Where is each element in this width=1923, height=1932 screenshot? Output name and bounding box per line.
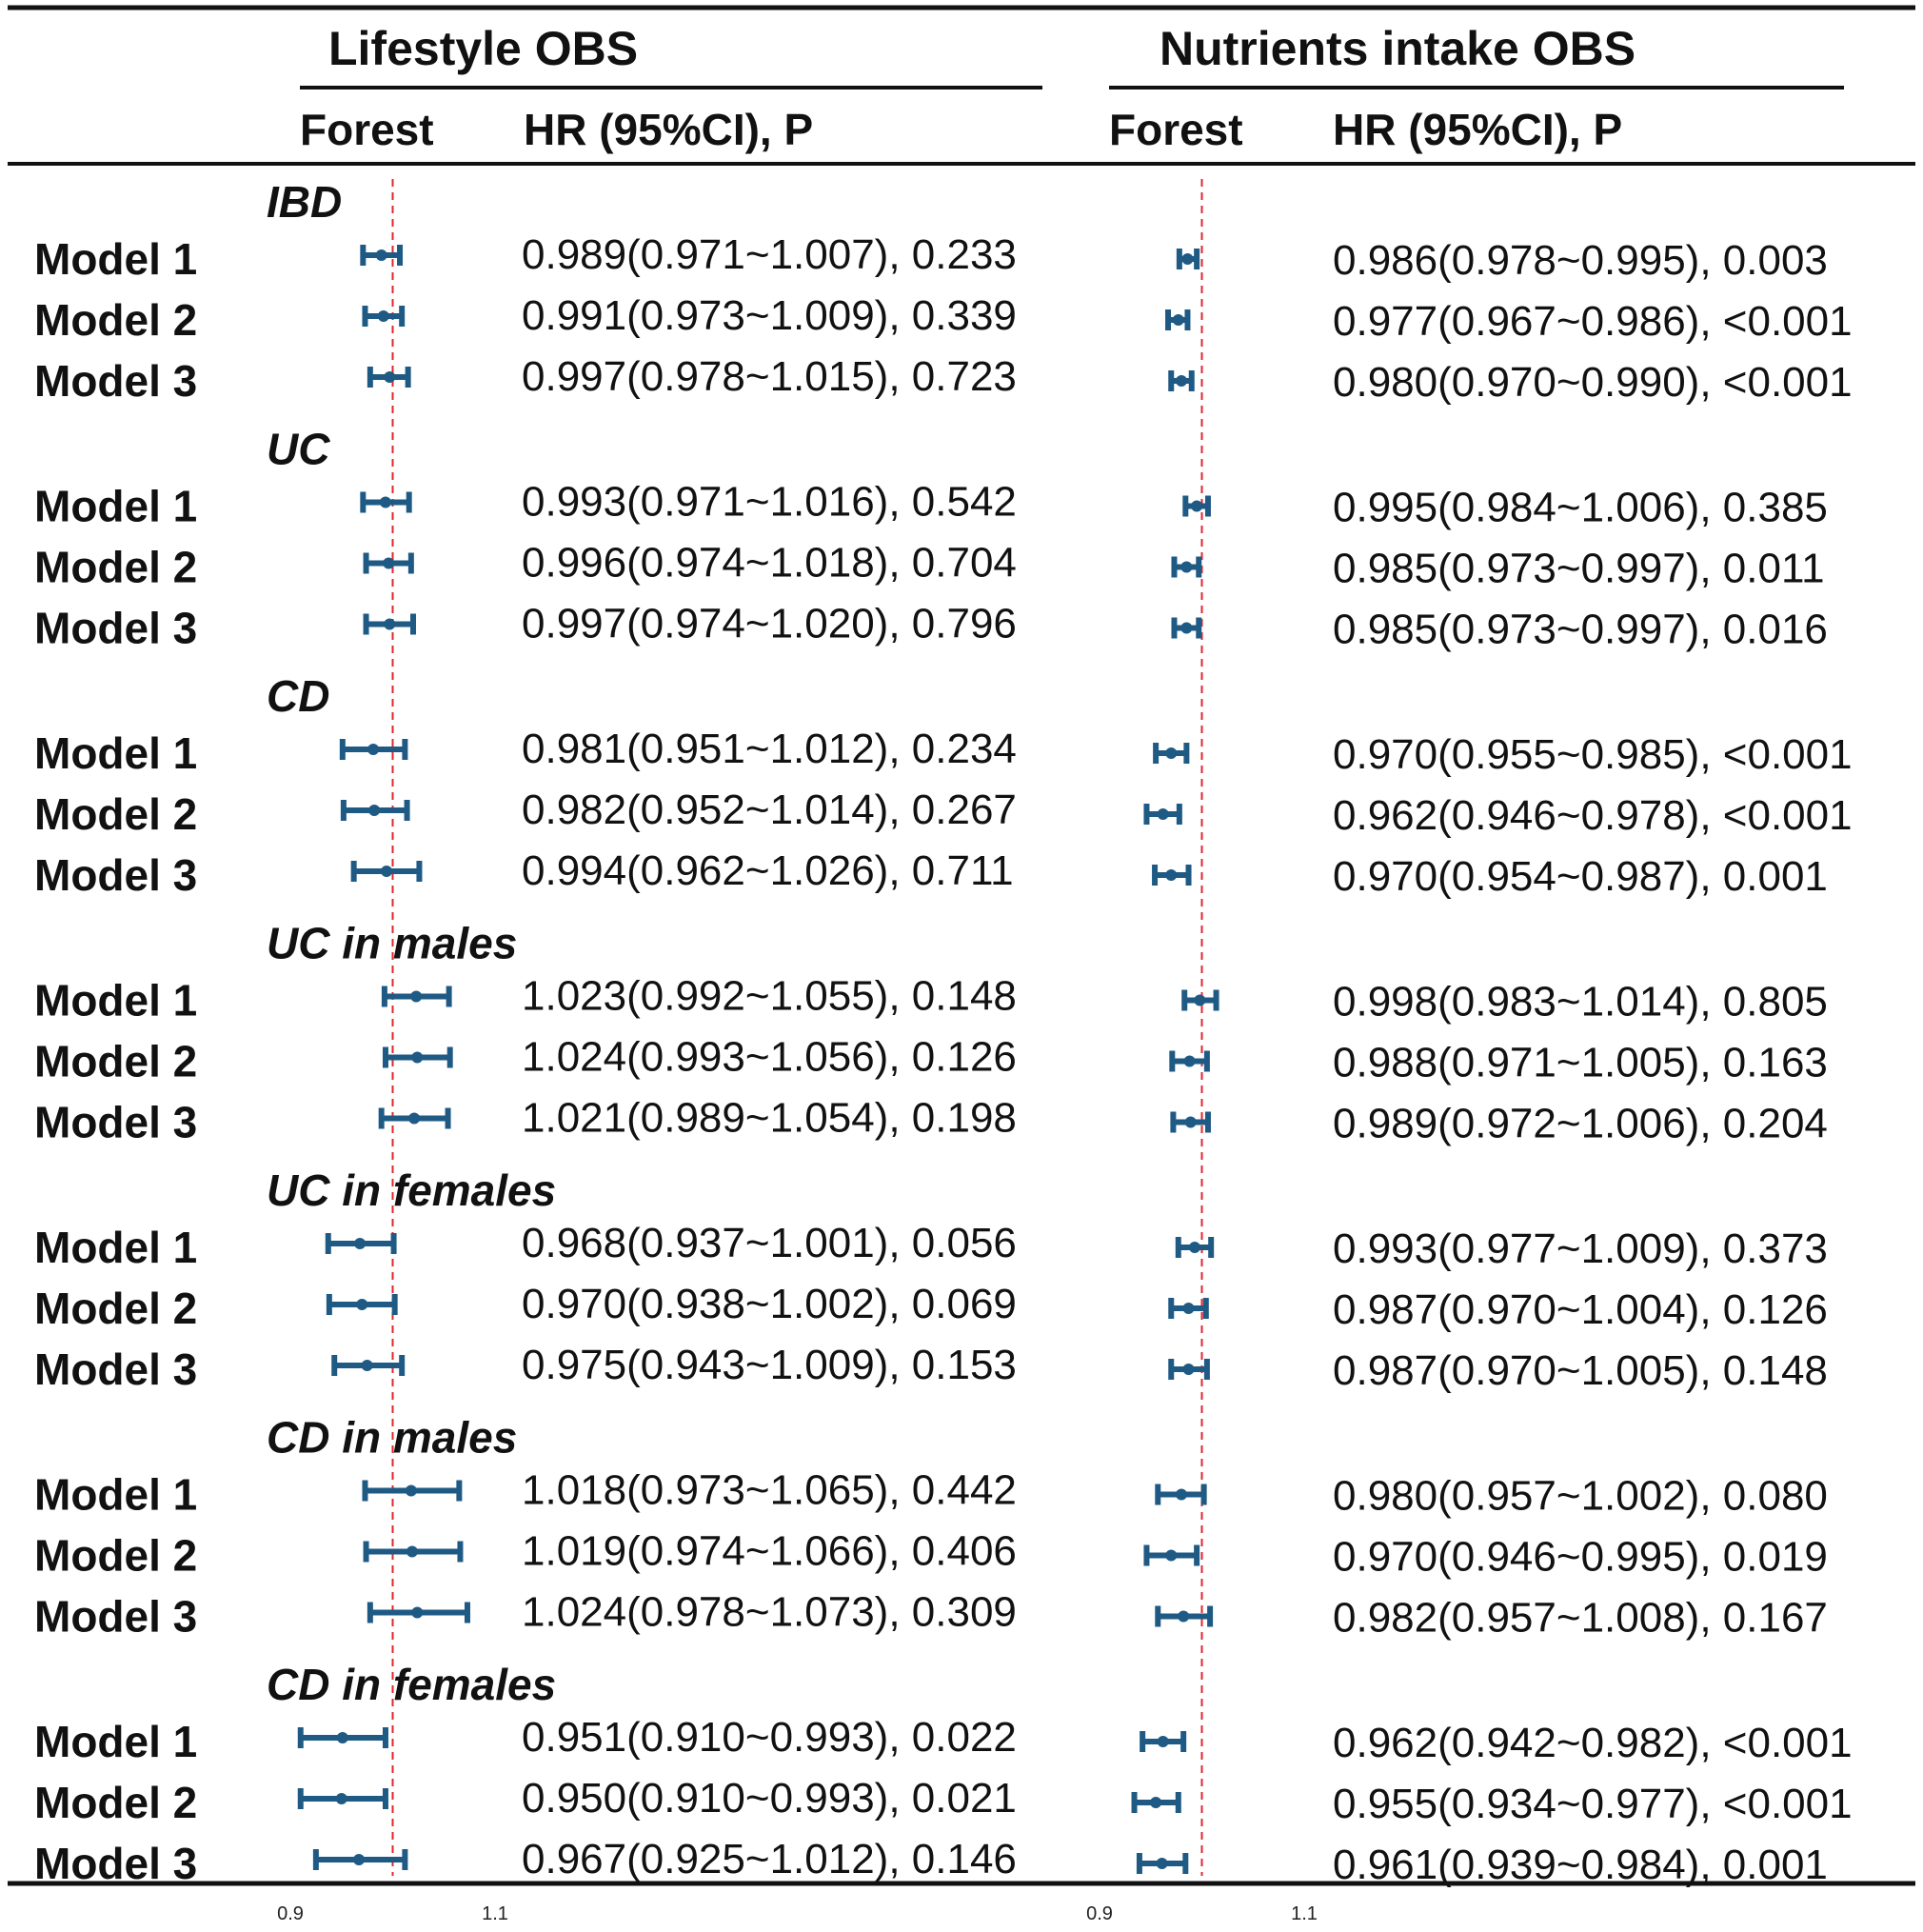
model-label: Model 1 <box>34 481 198 531</box>
right-hr-text: 0.970(0.946~0.995), 0.019 <box>1333 1533 1828 1581</box>
model-label: Model 1 <box>34 1469 198 1520</box>
right-ci-6-0 <box>1142 1731 1183 1752</box>
left-hr-text: 0.997(0.974~1.020), 0.796 <box>522 600 1017 647</box>
right-ci-0-0-point <box>1181 253 1193 265</box>
left-ci-0-0 <box>363 245 400 266</box>
left-ci-4-0-point <box>354 1238 366 1249</box>
group-label: UC <box>267 424 330 474</box>
left-hr-text: 0.993(0.971~1.016), 0.542 <box>522 478 1017 526</box>
right-ci-1-1-point <box>1180 562 1192 573</box>
right-ci-4-2-point <box>1183 1364 1195 1375</box>
right-hr-text: 0.970(0.954~0.987), 0.001 <box>1333 853 1828 900</box>
left-ci-3-1-point <box>411 1052 423 1064</box>
right-ci-4-2 <box>1171 1359 1207 1380</box>
left-ci-0-1-point <box>378 310 389 322</box>
left-ci-5-2-point <box>411 1607 423 1619</box>
model-label: Model 2 <box>34 542 198 592</box>
model-label: Model 3 <box>34 356 198 406</box>
left-ci-1-1 <box>367 553 411 574</box>
left-ci-6-1 <box>301 1788 386 1809</box>
right-hr-text: 0.988(0.971~1.005), 0.163 <box>1333 1039 1828 1086</box>
left-ci-0-2-point <box>384 371 395 383</box>
right-ci-1-0 <box>1185 496 1208 517</box>
left-ci-4-0 <box>328 1233 394 1254</box>
left-ci-4-1-point <box>356 1299 367 1310</box>
left-hr-text: 1.024(0.978~1.073), 0.309 <box>522 1588 1017 1636</box>
model-label: Model 2 <box>34 1530 198 1581</box>
left-ci-6-1-point <box>336 1793 347 1804</box>
left-ci-3-0-point <box>410 991 422 1003</box>
right-ci-5-1-point <box>1165 1550 1177 1562</box>
left-tick-label: 1.1 <box>482 1903 508 1924</box>
right-tick-label: 0.9 <box>1086 1903 1113 1924</box>
right-ci-1-2-point <box>1180 623 1192 634</box>
right-hr-text: 0.962(0.946~0.978), <0.001 <box>1333 792 1853 839</box>
right-hr-header: HR (95%CI), P <box>1333 105 1623 154</box>
left-ci-2-2 <box>354 861 420 882</box>
left-hr-text: 0.967(0.925~1.012), 0.146 <box>522 1836 1017 1882</box>
left-ci-1-2 <box>367 614 413 635</box>
left-ci-0-1 <box>365 306 402 327</box>
model-label: Model 1 <box>34 234 198 284</box>
left-hr-text: 0.968(0.937~1.001), 0.056 <box>522 1220 1017 1266</box>
group-0 <box>34 177 1853 406</box>
forest-rows <box>34 177 1853 1888</box>
left-ci-3-1 <box>386 1047 450 1068</box>
group-1 <box>34 425 1828 653</box>
left-hr-text: 1.024(0.993~1.056), 0.126 <box>522 1033 1017 1081</box>
right-ci-0-2 <box>1171 370 1192 391</box>
left-ci-1-1-point <box>383 558 394 569</box>
right-ci-1-2 <box>1174 618 1199 639</box>
right-ci-3-0 <box>1184 990 1216 1011</box>
right-hr-text: 0.986(0.978~0.995), 0.003 <box>1333 237 1828 284</box>
left-hr-text: 0.994(0.962~1.026), 0.711 <box>522 847 1014 894</box>
left-ci-5-0 <box>365 1481 459 1502</box>
group-label: CD in males <box>267 1412 518 1463</box>
right-hr-text: 0.980(0.957~1.002), 0.080 <box>1333 1472 1828 1520</box>
left-ci-2-1-point <box>368 805 380 816</box>
right-ci-6-0-point <box>1158 1736 1169 1747</box>
left-hr-text: 0.975(0.943~1.009), 0.153 <box>522 1342 1017 1388</box>
right-hr-text: 0.987(0.970~1.004), 0.126 <box>1333 1286 1828 1333</box>
right-ci-0-0 <box>1180 249 1197 269</box>
right-ci-2-2-point <box>1165 869 1177 881</box>
right-ci-1-0-point <box>1191 501 1202 512</box>
right-forest-header: Forest <box>1109 105 1243 154</box>
group-label: UC in females <box>267 1165 557 1215</box>
right-ci-2-1-point <box>1158 808 1169 820</box>
model-label: Model 2 <box>34 1284 198 1333</box>
right-hr-text: 0.977(0.967~0.986), <0.001 <box>1333 298 1853 345</box>
right-ci-5-1 <box>1146 1545 1197 1566</box>
left-ci-0-0-point <box>376 249 387 261</box>
left-ci-4-1 <box>329 1294 395 1315</box>
group-label: UC in males <box>267 918 518 968</box>
left-hr-text: 0.996(0.974~1.018), 0.704 <box>522 539 1017 587</box>
right-ci-4-1 <box>1171 1298 1206 1319</box>
right-ci-2-2 <box>1155 865 1188 886</box>
right-ci-3-2-point <box>1185 1117 1197 1128</box>
right-hr-text: 0.970(0.955~0.985), <0.001 <box>1333 731 1853 778</box>
model-label: Model 1 <box>34 975 198 1026</box>
left-ci-3-0 <box>385 986 449 1007</box>
group-6 <box>34 1660 1853 1888</box>
group-label: CD in females <box>267 1660 557 1709</box>
right-hr-text: 0.985(0.973~0.997), 0.016 <box>1333 606 1828 653</box>
right-ci-6-1 <box>1135 1792 1179 1813</box>
right-hr-text: 0.993(0.977~1.009), 0.373 <box>1333 1225 1828 1272</box>
group-4 <box>34 1165 1828 1394</box>
left-hr-text: 1.021(0.989~1.054), 0.198 <box>522 1094 1017 1142</box>
left-ci-0-2 <box>370 367 408 388</box>
right-hr-text: 0.985(0.973~0.997), 0.011 <box>1333 545 1825 592</box>
group-label: IBD <box>267 177 343 227</box>
right-ci-0-2-point <box>1176 375 1187 387</box>
left-hr-text: 0.991(0.973~1.009), 0.339 <box>522 292 1017 339</box>
group-2 <box>34 671 1853 900</box>
right-ci-3-1 <box>1172 1051 1207 1072</box>
left-hr-text: 0.950(0.910~0.993), 0.021 <box>522 1775 1017 1822</box>
model-label: Model 3 <box>34 1839 198 1888</box>
right-hr-text: 0.987(0.970~1.005), 0.148 <box>1333 1347 1828 1394</box>
left-hr-text: 0.989(0.971~1.007), 0.233 <box>522 231 1017 278</box>
left-ci-5-1-point <box>406 1546 418 1558</box>
left-ci-2-0 <box>343 739 406 760</box>
model-label: Model 2 <box>34 789 198 839</box>
right-hr-text: 0.982(0.957~1.008), 0.167 <box>1333 1594 1828 1642</box>
right-ci-5-0-point <box>1176 1489 1187 1501</box>
left-hr-text: 1.023(0.992~1.055), 0.148 <box>522 972 1017 1020</box>
right-hr-text: 0.995(0.984~1.006), 0.385 <box>1333 484 1828 531</box>
right-ci-2-1 <box>1146 804 1179 825</box>
group-label: CD <box>267 671 330 721</box>
left-ci-2-0-point <box>367 744 379 755</box>
left-ci-2-1 <box>344 800 407 821</box>
model-label: Model 2 <box>34 1036 198 1086</box>
left-ci-5-2 <box>370 1603 467 1623</box>
right-ci-4-0-point <box>1189 1242 1200 1253</box>
left-hr-text: 0.982(0.952~1.014), 0.267 <box>522 787 1017 833</box>
right-ci-4-0 <box>1179 1237 1211 1258</box>
model-label: Model 3 <box>34 603 198 653</box>
model-label: Model 1 <box>34 728 198 778</box>
group-5 <box>34 1413 1828 1642</box>
left-ci-5-0-point <box>406 1485 417 1497</box>
right-panel-title: Nutrients intake OBS <box>1160 22 1636 75</box>
group-3 <box>34 919 1828 1147</box>
right-ci-0-1-point <box>1173 314 1184 326</box>
model-label: Model 3 <box>34 1591 198 1642</box>
left-ci-2-2-point <box>381 866 392 877</box>
right-ci-2-0 <box>1156 743 1186 764</box>
right-ci-6-1-point <box>1150 1797 1161 1808</box>
right-hr-text: 0.962(0.942~0.982), <0.001 <box>1333 1720 1853 1766</box>
left-ci-3-2 <box>382 1108 448 1129</box>
left-ci-1-0-point <box>380 497 391 508</box>
left-hr-text: 0.970(0.938~1.002), 0.069 <box>522 1281 1017 1327</box>
left-hr-text: 0.997(0.978~1.015), 0.723 <box>522 353 1017 400</box>
right-hr-text: 0.955(0.934~0.977), <0.001 <box>1333 1781 1853 1827</box>
left-ci-6-0 <box>301 1727 386 1748</box>
left-panel-title: Lifestyle OBS <box>328 22 639 75</box>
right-ci-0-1 <box>1168 309 1187 330</box>
left-hr-header: HR (95%CI), P <box>524 105 814 154</box>
model-label: Model 3 <box>34 1344 198 1394</box>
axis-ticks <box>277 1903 1318 1924</box>
right-hr-text: 0.998(0.983~1.014), 0.805 <box>1333 978 1828 1026</box>
right-hr-text: 0.961(0.939~0.984), 0.001 <box>1333 1842 1828 1888</box>
right-hr-text: 0.980(0.970~0.990), <0.001 <box>1333 359 1853 406</box>
left-ci-5-1 <box>367 1542 461 1563</box>
model-label: Model 3 <box>34 1097 198 1147</box>
left-forest-header: Forest <box>300 105 434 154</box>
left-ci-6-2-point <box>353 1854 365 1865</box>
left-ci-1-2-point <box>384 619 395 630</box>
right-ci-2-0-point <box>1165 747 1177 759</box>
left-tick-label: 0.9 <box>277 1903 304 1924</box>
left-hr-text: 0.981(0.951~1.012), 0.234 <box>522 726 1017 772</box>
model-label: Model 2 <box>34 1778 198 1827</box>
right-ci-3-1-point <box>1184 1056 1196 1067</box>
right-ci-5-0 <box>1158 1484 1203 1505</box>
left-hr-text: 0.951(0.910~0.993), 0.022 <box>522 1714 1017 1761</box>
left-ci-3-2-point <box>408 1113 420 1125</box>
right-ci-1-1 <box>1174 557 1199 578</box>
model-label: Model 1 <box>34 1223 198 1272</box>
left-ci-1-0 <box>363 492 408 513</box>
left-ci-4-2-point <box>362 1360 373 1371</box>
right-ci-5-2-point <box>1178 1611 1189 1623</box>
right-hr-text: 0.989(0.972~1.006), 0.204 <box>1333 1100 1828 1147</box>
right-ci-6-2 <box>1140 1853 1185 1874</box>
right-tick-label: 1.1 <box>1291 1903 1318 1924</box>
model-label: Model 2 <box>34 295 198 345</box>
right-ci-3-0-point <box>1194 995 1205 1006</box>
right-ci-6-2-point <box>1157 1858 1168 1869</box>
model-label: Model 1 <box>34 1717 198 1766</box>
right-ci-4-1-point <box>1183 1303 1195 1314</box>
left-ci-6-2 <box>316 1849 406 1870</box>
left-ci-6-0-point <box>337 1732 348 1743</box>
left-hr-text: 1.018(0.973~1.065), 0.442 <box>522 1466 1017 1514</box>
model-label: Model 3 <box>34 850 198 900</box>
left-hr-text: 1.019(0.974~1.066), 0.406 <box>522 1527 1017 1575</box>
